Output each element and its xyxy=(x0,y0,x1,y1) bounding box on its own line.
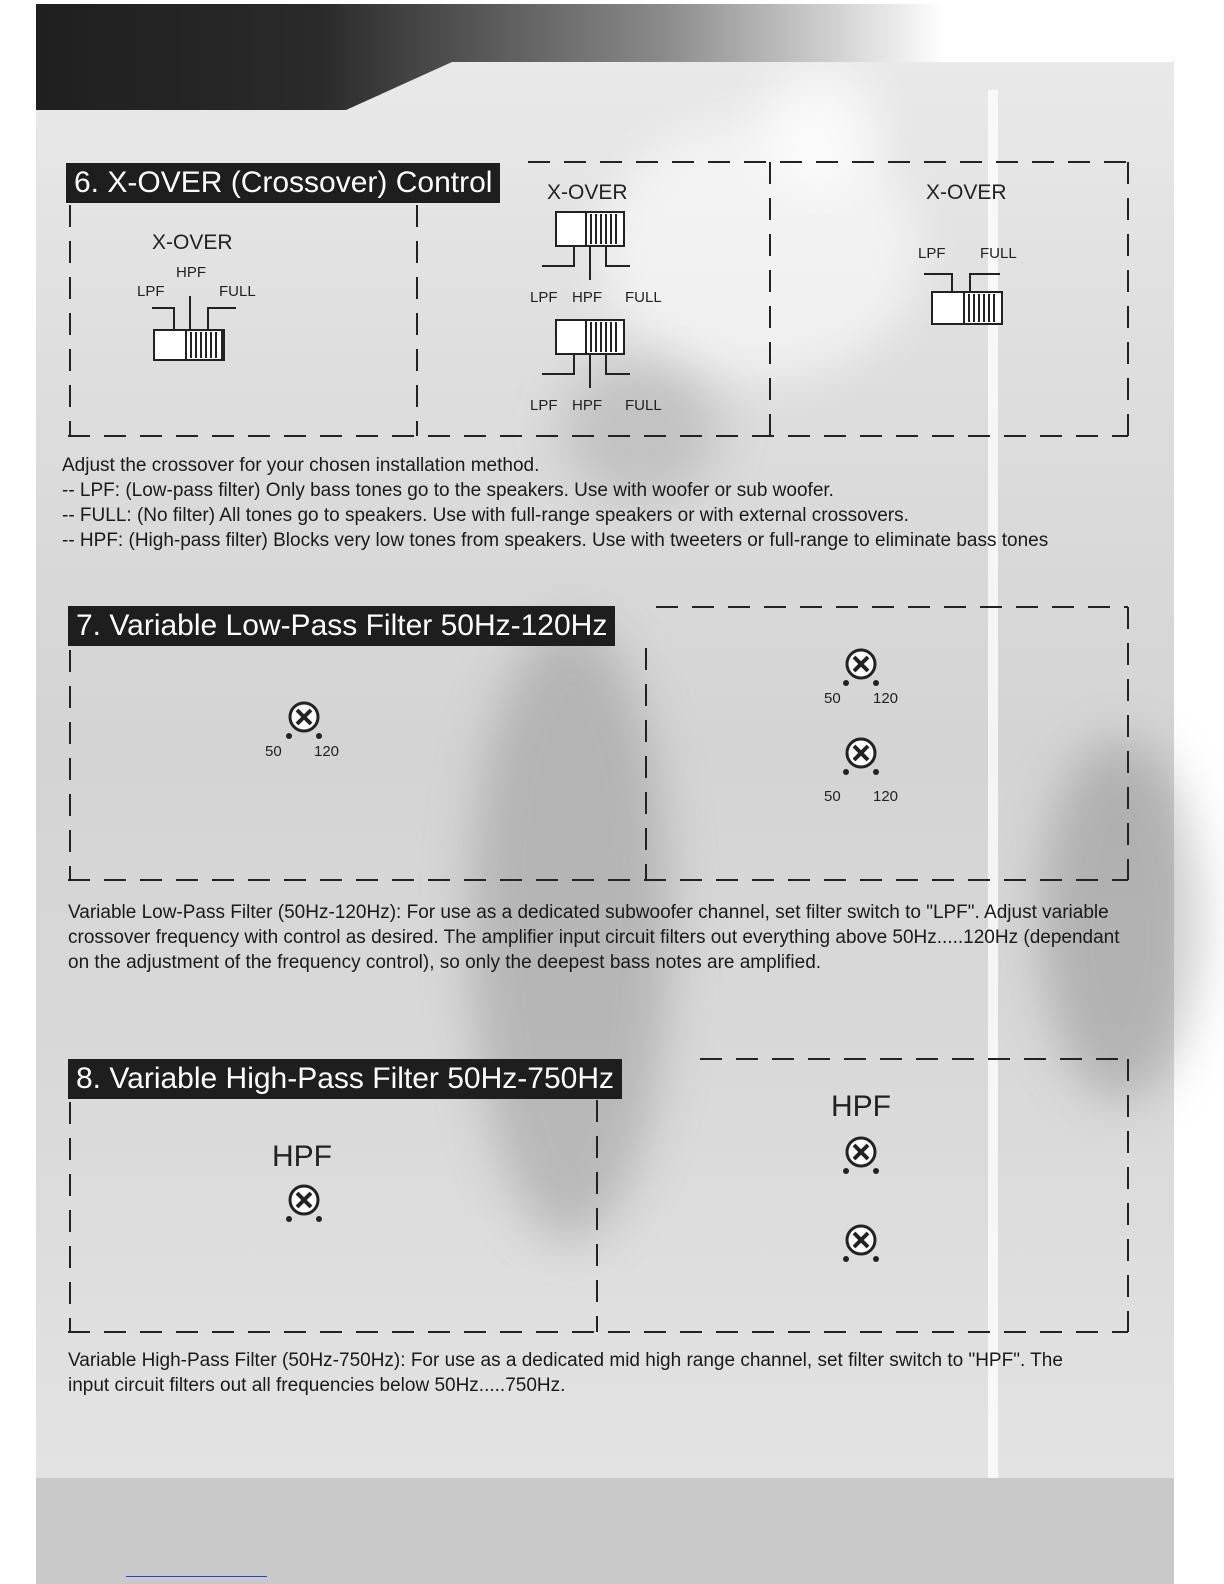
lpf-position-label: LPF xyxy=(530,289,558,306)
knob-min-label: 50 xyxy=(824,788,841,805)
hpf-position-label: HPF xyxy=(572,397,602,414)
xover-description-line: -- LPF: (Low-pass filter) Only bass tones go to the speakers. Use with woofer or sub woofer. xyxy=(62,480,834,501)
section-6-title: 6. X-OVER (Crossover) Control xyxy=(66,163,500,203)
full-position-label: FULL xyxy=(219,283,256,300)
full-position-label: FULL xyxy=(625,397,662,414)
xover-label: X-OVER xyxy=(926,181,1007,204)
hpf-description: Variable High-Pass Filter (50Hz-750Hz): For use as a dedicated mid high range channel, set filter switch to "HPF". The input circuit filters out all frequencies below 50Hz.....750Hz. xyxy=(68,1350,1063,1396)
lpf-position-label: LPF xyxy=(137,283,165,300)
hpf-knob-label: HPF xyxy=(272,1140,332,1173)
knob-min-label: 50 xyxy=(824,690,841,707)
xover-description-line: -- HPF: (High-pass filter) Blocks very low tones from speakers. Use with tweeters or full-range to eliminate bass tones xyxy=(62,530,1049,551)
full-position-label: FULL xyxy=(625,289,662,306)
full-position-label: FULL xyxy=(980,245,1017,262)
hpf-position-label: HPF xyxy=(572,289,602,306)
lpf-position-label: LPF xyxy=(530,397,558,414)
knob-min-label: 50 xyxy=(265,743,282,760)
xover-label: X-OVER xyxy=(547,181,628,204)
knob-max-label: 120 xyxy=(873,788,899,805)
lpf-description: Variable Low-Pass Filter (50Hz-120Hz): For use as a dedicated subwoofer channel, set filter switch to "LPF". Adjust variable crossover frequency with control as desired. The amplifier input circuit filters out everything above 50Hz.....120Hz (dependant on the adjustment of the frequency control), so only the deepest bass notes are amplified. xyxy=(68,902,1120,973)
xover-description-line: -- FULL: (No filter) All tones go to speakers. Use with full-range speakers or with external crossovers. xyxy=(62,505,909,526)
xover-label: X-OVER xyxy=(152,231,233,254)
section-7-title: 7. Variable Low-Pass Filter 50Hz-120Hz xyxy=(68,606,615,646)
knob-max-label: 120 xyxy=(873,690,899,707)
section-8-title: 8. Variable High-Pass Filter 50Hz-750Hz xyxy=(68,1059,622,1099)
xover-description-line: Adjust the crossover for your chosen installation method. xyxy=(62,455,540,476)
lpf-position-label: LPF xyxy=(918,245,946,262)
knob-max-label: 120 xyxy=(314,743,340,760)
hpf-position-label: HPF xyxy=(176,264,206,281)
frequency-knob-icon xyxy=(285,1183,325,1225)
frequency-knob-icon xyxy=(842,1223,882,1265)
footer-link-underline[interactable] xyxy=(126,1558,267,1577)
hpf-knob-label: HPF xyxy=(831,1090,891,1123)
frequency-knob-icon xyxy=(842,1135,882,1177)
